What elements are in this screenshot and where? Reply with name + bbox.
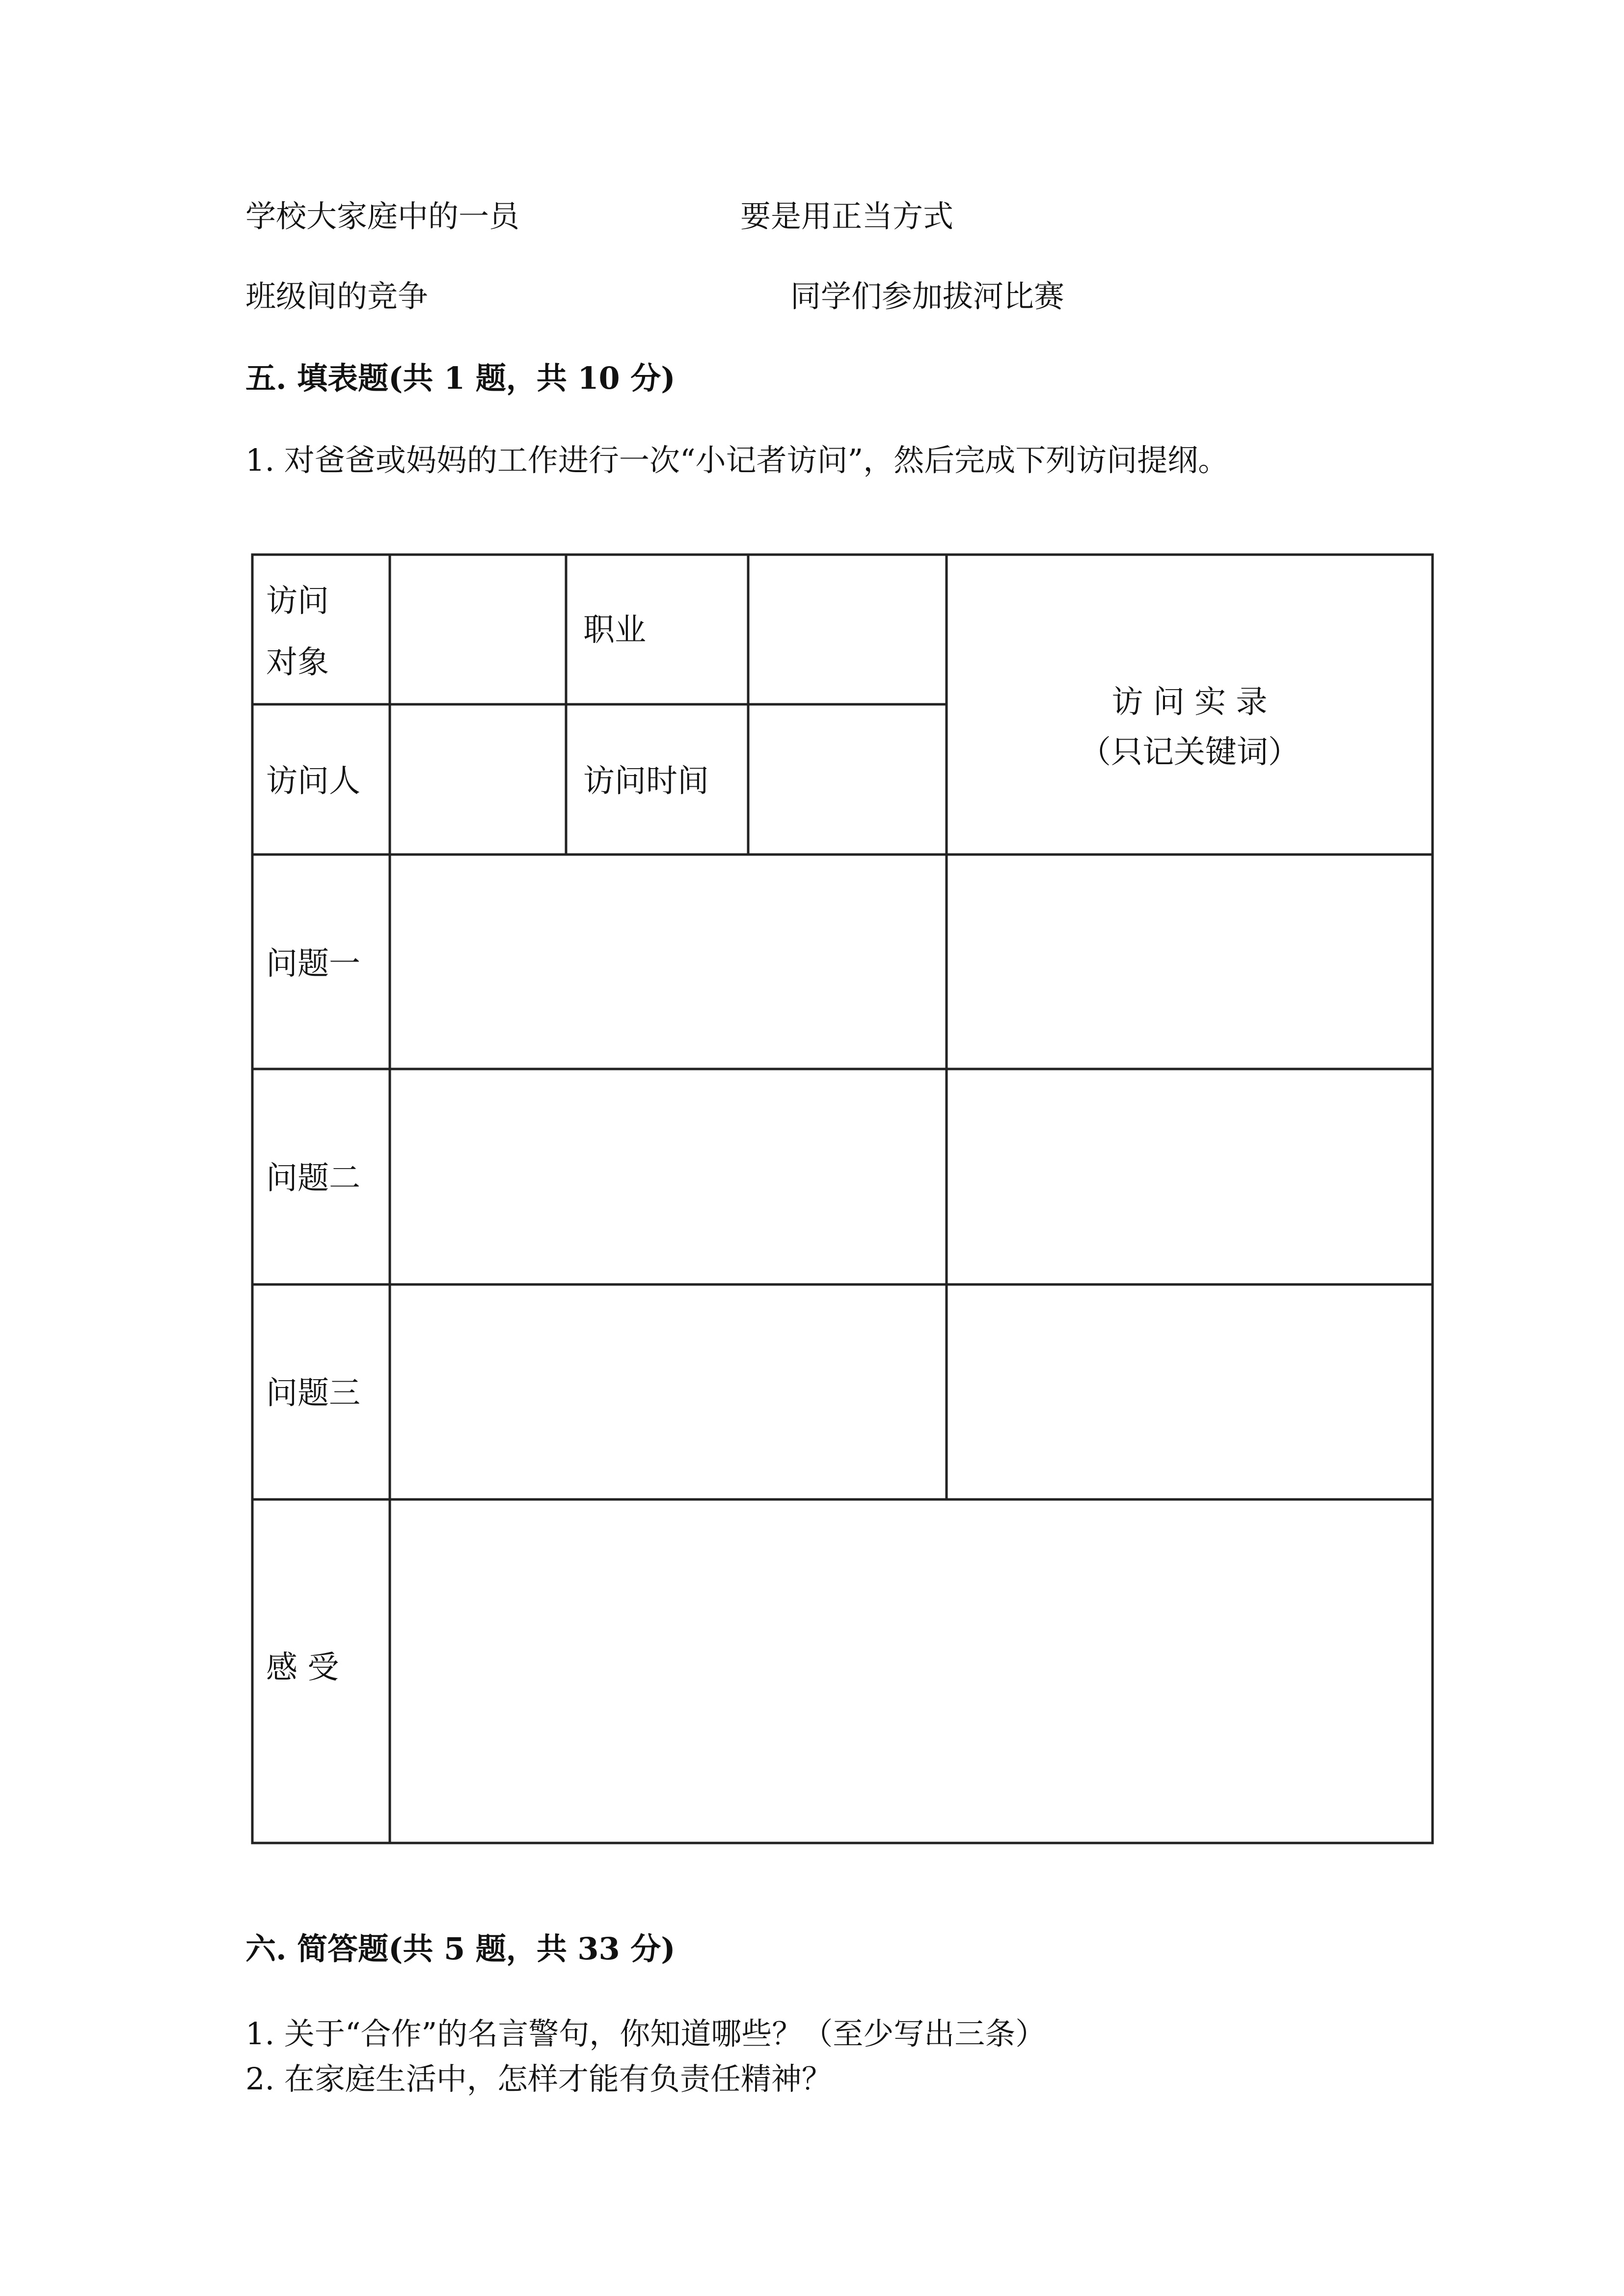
- table-record-title: 访 问 实 录: [1111, 684, 1268, 721]
- table-label-question-2: 问题二: [266, 1160, 360, 1197]
- table-label-target-line1: 访问: [266, 583, 329, 619]
- match-left-1: 学校大家庭中的一员: [245, 198, 520, 234]
- section-6-question-1: 1. 关于“合作”的名言警句，你知道哪些？（至少写出三条）: [245, 2016, 1046, 2052]
- table-label-target-line2: 对象: [266, 644, 329, 681]
- table-label-question-1: 问题一: [266, 946, 360, 982]
- section-6-question-2: 2. 在家庭生活中，怎样才能有负责任精神？: [245, 2061, 832, 2097]
- section-5-question-1: 1. 对爸爸或妈妈的工作进行一次“小记者访问”，然后完成下列访问提纲。: [245, 442, 1229, 478]
- section-5-heading: 五. 填表题(共 1 题，共 10 分): [245, 360, 676, 396]
- table-label-time: 访问时间: [583, 763, 709, 800]
- match-right-2: 同学们参加拔河比赛: [790, 278, 1065, 314]
- table-record-header: [947, 677, 1433, 778]
- table-label-interviewer: 访问人: [266, 763, 360, 800]
- table-record-note: （只记关键词）: [1080, 734, 1299, 771]
- section-6-heading: 六. 简答题(共 5 题，共 33 分): [245, 1931, 676, 1967]
- table-label-question-3: 问题三: [266, 1375, 360, 1412]
- table-label-feeling: 感 受: [266, 1650, 339, 1686]
- table-label-target: [266, 571, 329, 694]
- table-label-job: 职业: [583, 612, 646, 648]
- match-left-2: 班级间的竞争: [245, 278, 429, 314]
- match-right-1: 要是用正当方式: [740, 198, 954, 234]
